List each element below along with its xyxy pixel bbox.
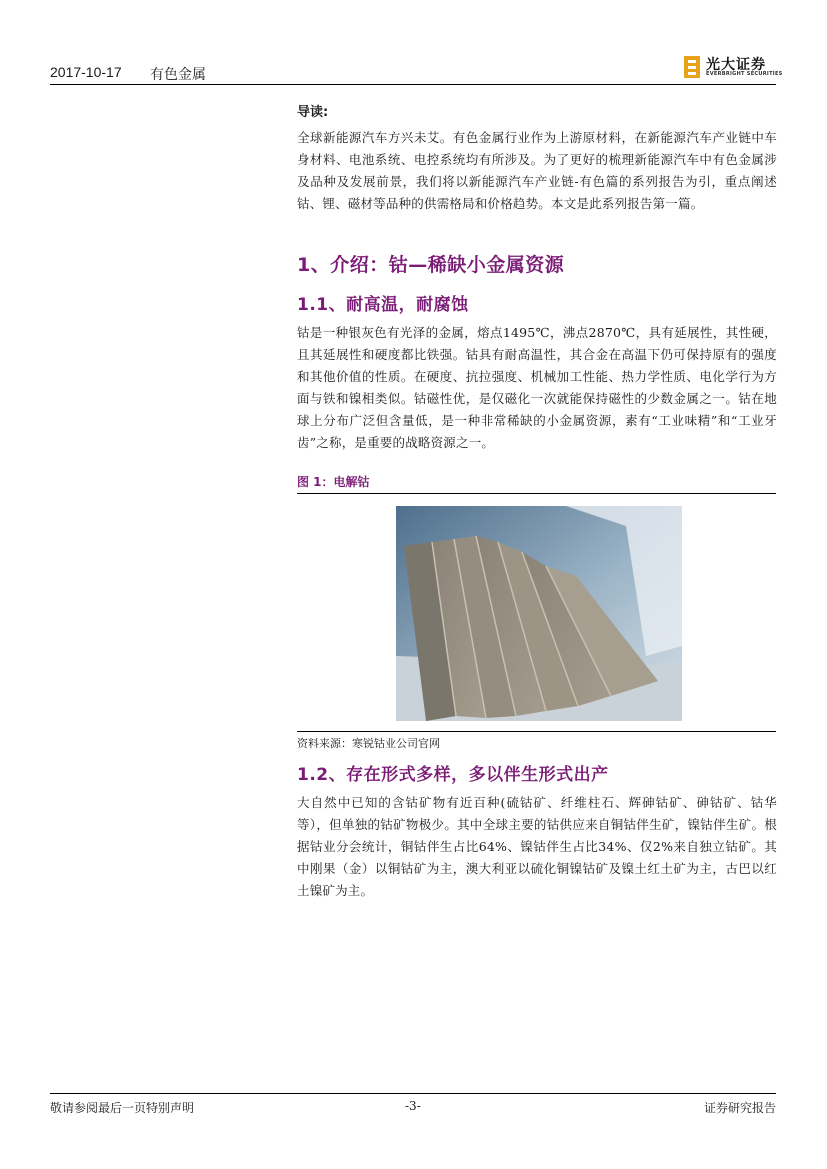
section-1-2-heading: 1.2、存在形式多样，多以伴生形式出产 bbox=[297, 765, 609, 785]
page-number: -3- bbox=[405, 1099, 421, 1113]
report-date: 2017-10-17 bbox=[50, 64, 122, 80]
intro-title: 导读: bbox=[297, 105, 329, 120]
everbright-logo bbox=[684, 54, 783, 80]
logo-text-cn: 光大证券 bbox=[706, 57, 766, 73]
section-1-heading: 1、介绍：钴—稀缺小金属资源 bbox=[297, 254, 565, 276]
intro-paragraph: 全球新能源汽车方兴未艾。有色金属行业作为上游原材料，在新能源汽车产业链中车身材料、电池系统、电控系统均有所涉及。为了更好的梳理新能源汽车中有色金属涉及品种及发展前景，我们将以新能源汽车产业链-有色篇的系列报告为引，重点阐述钴、锂、磁材等品种的供需格局和价格趋势。本文是此系列报告第一篇。 bbox=[297, 130, 777, 211]
figure-caption: 图 1：电解钴 bbox=[297, 475, 370, 489]
section-1-1-heading: 1.1、耐高温，耐腐蚀 bbox=[297, 295, 469, 315]
electrolytic-cobalt-photo bbox=[396, 506, 682, 721]
footer-divider bbox=[50, 1093, 776, 1094]
report-category: 有色金属 bbox=[150, 67, 206, 83]
figure-top-rule bbox=[297, 493, 776, 494]
figure-bottom-rule bbox=[297, 731, 776, 732]
header-divider bbox=[50, 84, 776, 85]
section-1-2-paragraph: 大自然中已知的含钴矿物有近百种(硫钴矿、纤维柱石、辉砷钴矿、砷钴矿、钴华等），但单独的钴矿物极少。其中全球主要的钴供应来自铜钴伴生矿，镍钴伴生矿。根据钴业分会统计，铜钴伴生占比64%、镍钴伴生占比34%、仅2%来自独立钴矿。其中刚果（金）以铜钴矿为主，澳大利亚以硫化铜镍钴矿及镍土红土矿为主，古巴以红土镍矿为主。 bbox=[297, 795, 777, 898]
logo-text-en: EVERBRIGHT SECURITIES bbox=[706, 71, 783, 77]
footer-report-type: 证券研究报告 bbox=[703, 1101, 776, 1115]
page-header bbox=[50, 57, 783, 83]
everbright-logo-icon bbox=[684, 56, 700, 78]
footer-disclaimer: 敬请参阅最后一页特别声明 bbox=[50, 1101, 195, 1115]
section-1-1-paragraph: 钴是一种银灰色有光泽的金属，熔点1495℃，沸点2870℃，具有延展性，其性硬，且其延展性和硬度都比铁强。钴具有耐高温性，其合金在高温下仍可保持原有的强度和其他价值的性质。在硬度、抗拉强度、机械加工性能、热力学性质、电化学行为方面与铁和镍相类似。钴磁性优，是仅磁化一次就能保持磁性的少数金属之一。钴在地球上分布广泛但含量低，是一种非常稀缺的小金属资源，素有“工业味精”和“工业牙齿”之称，是重要的战略资源之一。 bbox=[297, 325, 777, 450]
figure-source: 资料来源：寒锐钴业公司官网 bbox=[297, 737, 440, 750]
